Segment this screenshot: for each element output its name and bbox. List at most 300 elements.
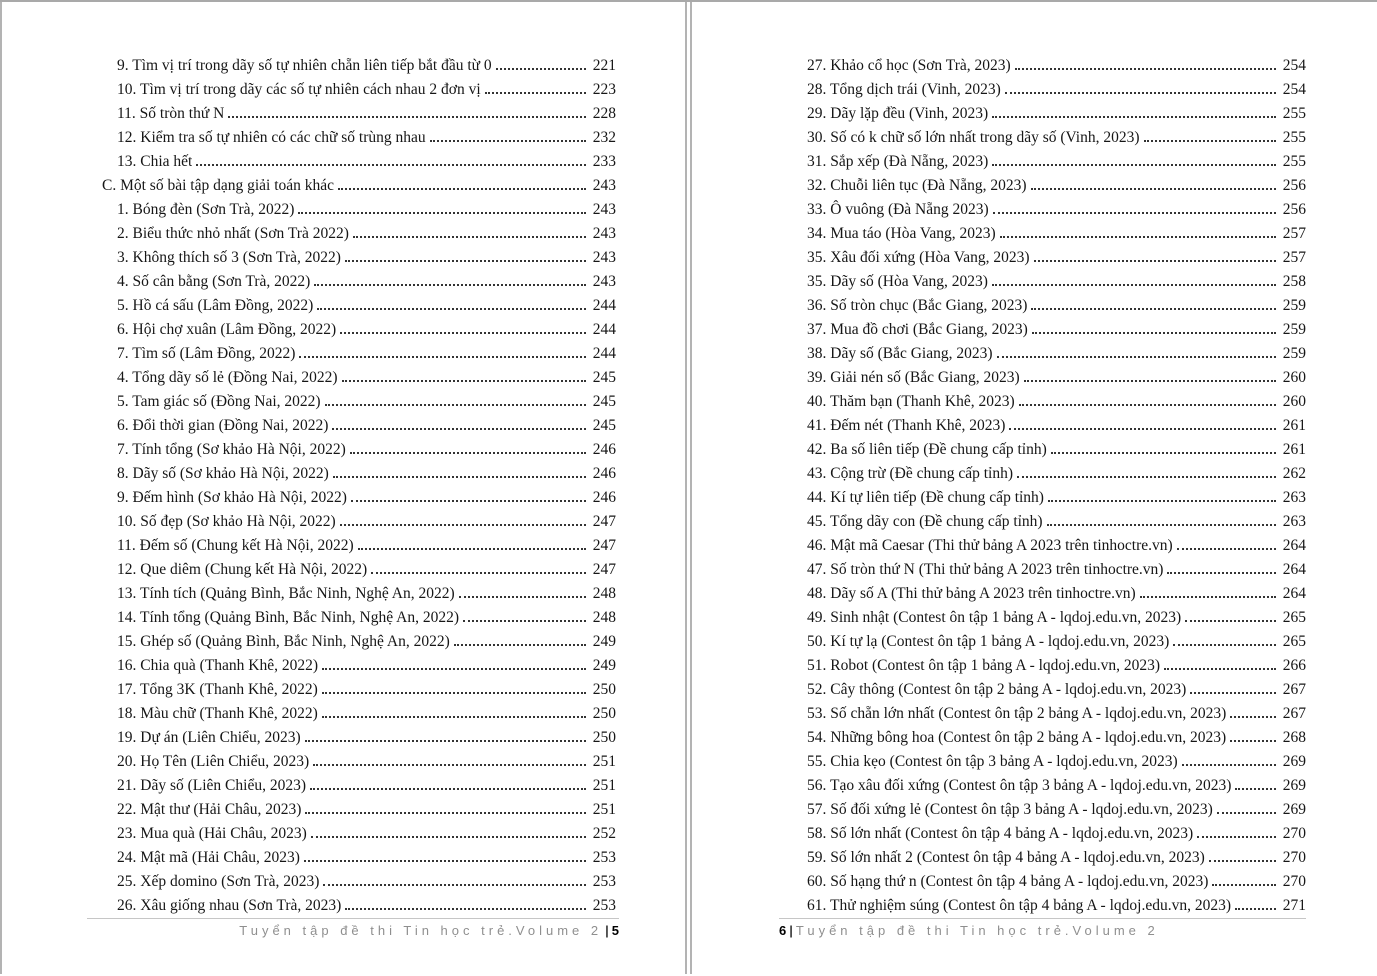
toc-entry-title: 61. Thử nghiệm súng (Contest ôn tập 4 bảng A - lqdoj.edu.vn, 2023) [807, 897, 1232, 914]
toc-entry-title: 13. Chia hết [117, 153, 193, 170]
toc-entry-page-number: 271 [1282, 897, 1306, 914]
toc-entry [792, 246, 1306, 270]
dot-leader [353, 236, 586, 238]
toc-entry-title: 58. Số lớn nhất (Contest ôn tập 4 bảng A - lqdoj.edu.vn, 2023) [807, 825, 1194, 842]
toc-entry [792, 870, 1306, 894]
toc-entry-page-number: 259 [1282, 321, 1306, 338]
toc-entry-page-number: 247 [592, 561, 616, 578]
dot-leader [304, 860, 586, 862]
toc-page-right [690, 2, 1377, 974]
dot-leader [1235, 908, 1276, 910]
dot-leader [993, 212, 1276, 214]
dot-leader [322, 668, 586, 670]
toc-entry-page-number: 243 [592, 225, 616, 242]
dot-leader [332, 428, 586, 430]
dot-leader [1217, 812, 1276, 814]
footer-book-title: Tuyển tập đề thi Tin học trẻ.Volume 2 [795, 923, 1159, 938]
toc-entry-page-number: 254 [1282, 81, 1306, 98]
toc-entry-page-number: 245 [592, 417, 616, 434]
toc-entry [792, 270, 1306, 294]
toc-entry [102, 390, 616, 414]
toc-entry-title: 52. Cây thông (Contest ôn tập 2 bảng A - lqdoj.edu.vn, 2023) [807, 681, 1187, 698]
toc-entry-page-number: 266 [1282, 657, 1306, 674]
toc-entry [792, 534, 1306, 558]
toc-entry-page-number: 267 [1282, 705, 1306, 722]
toc-entry [102, 366, 616, 390]
dot-leader [333, 476, 586, 478]
toc-entry-page-number: 268 [1282, 729, 1306, 746]
dot-leader [305, 740, 586, 742]
dot-leader [1235, 788, 1276, 790]
toc-entry [102, 438, 616, 462]
toc-entry-page-number: 245 [592, 369, 616, 386]
toc-entry-title: 25. Xếp domino (Sơn Trà, 2023) [117, 873, 320, 890]
toc-entry [102, 726, 616, 750]
toc-entry-title: 54. Những bông hoa (Contest ôn tập 2 bảng A - lqdoj.edu.vn, 2023) [807, 729, 1227, 746]
toc-entry-title: 23. Mua quà (Hải Châu, 2023) [117, 825, 307, 842]
dot-leader [1177, 548, 1276, 550]
toc-entry-title: 10. Tìm vị trí trong dãy các số tự nhiên cách nhau 2 đơn vị [117, 81, 481, 98]
toc-entry-title: 7. Tính tổng (Sơ khảo Hà Nội, 2022) [117, 441, 346, 458]
toc-entry-title: 3. Không thích số 3 (Sơn Trà, 2022) [117, 249, 341, 266]
toc-entry-title: 17. Tổng 3K (Thanh Khê, 2022) [117, 681, 318, 698]
toc-entry-title: 10. Số đẹp (Sơ khảo Hà Nội, 2022) [117, 513, 336, 530]
toc-entry [102, 342, 616, 366]
toc-entry [792, 318, 1306, 342]
dot-leader [1031, 188, 1276, 190]
dot-leader [298, 212, 586, 214]
toc-entry-page-number: 250 [592, 681, 616, 698]
toc-entry-page-number: 255 [1282, 105, 1306, 122]
toc-entry-page-number: 264 [1282, 561, 1306, 578]
footer-book-title: Tuyển tập đề thi Tin học trẻ.Volume 2 [239, 923, 603, 938]
toc-entry-page-number: 251 [592, 753, 616, 770]
toc-entry-title: 57. Số đối xứng lẻ (Contest ôn tập 3 bảng A - lqdoj.edu.vn, 2023) [807, 801, 1213, 818]
toc-entry-page-number: 259 [1282, 345, 1306, 362]
toc-entry [792, 894, 1306, 918]
dot-leader [311, 836, 586, 838]
toc-entry-title: 4. Tổng dãy số lẻ (Đồng Nai, 2022) [117, 369, 338, 386]
toc-entry [102, 582, 616, 606]
toc-entry [792, 414, 1306, 438]
toc-entry-title: 43. Cộng trừ (Đề chung cấp tỉnh) [807, 465, 1013, 482]
toc-entry [102, 894, 616, 918]
dot-leader [1031, 308, 1276, 310]
toc-entry-page-number: 262 [1282, 465, 1306, 482]
dot-leader [992, 164, 1276, 166]
toc-entry-title: 26. Xâu giống nhau (Sơn Trà, 2023) [117, 897, 342, 914]
toc-entries-left [102, 54, 616, 918]
toc-entry-page-number: 243 [592, 201, 616, 218]
toc-entry-title: 20. Họ Tên (Liên Chiểu, 2023) [117, 753, 310, 770]
toc-entry-page-number: 253 [592, 849, 616, 866]
toc-entry-page-number: 265 [1282, 609, 1306, 626]
toc-entry-title: 51. Robot (Contest ôn tập 1 bảng A - lqdoj.edu.vn, 2023) [807, 657, 1161, 674]
toc-entry [102, 174, 616, 198]
dot-leader [322, 692, 586, 694]
toc-entry-title: 5. Hồ cá sấu (Lâm Đồng, 2022) [117, 297, 314, 314]
page-footer-left [87, 918, 619, 938]
toc-entry [102, 222, 616, 246]
dot-leader [1190, 692, 1276, 694]
toc-entry-page-number: 252 [592, 825, 616, 842]
toc-entry-title: 37. Mua đồ chơi (Bắc Giang, 2023) [807, 321, 1028, 338]
toc-entry-title: 41. Đếm nét (Thanh Khê, 2023) [807, 417, 1006, 434]
toc-entry-title: 8. Dãy số (Sơ khảo Hà Nội, 2022) [117, 465, 329, 482]
toc-entry-page-number: 270 [1282, 825, 1306, 842]
toc-entry-page-number: 255 [1282, 129, 1306, 146]
dot-leader [1000, 236, 1276, 238]
toc-entry-page-number: 260 [1282, 393, 1306, 410]
dot-leader [1167, 572, 1276, 574]
toc-entry [102, 150, 616, 174]
toc-entry-title: 33. Ô vuông (Đà Nẵng 2023) [807, 201, 989, 218]
dot-leader [317, 308, 586, 310]
dot-leader [1144, 140, 1276, 142]
toc-entry [792, 510, 1306, 534]
toc-entry [792, 126, 1306, 150]
toc-entry [102, 54, 616, 78]
toc-entry [792, 390, 1306, 414]
dot-leader [496, 68, 586, 70]
toc-entry-page-number: 255 [1282, 153, 1306, 170]
footer-page-number: 5 [611, 923, 619, 938]
toc-entry [792, 102, 1306, 126]
toc-entry-page-number: 263 [1282, 489, 1306, 506]
toc-entry-title: 18. Màu chữ (Thanh Khê, 2022) [117, 705, 318, 722]
toc-entry-page-number: 223 [592, 81, 616, 98]
toc-entry [792, 198, 1306, 222]
toc-entry-page-number: 245 [592, 393, 616, 410]
toc-entry-page-number: 264 [1282, 585, 1306, 602]
dot-leader [1185, 620, 1276, 622]
toc-entry-title: 24. Mật mã (Hải Châu, 2023) [117, 849, 300, 866]
footer-page-number: 6 [779, 923, 787, 938]
toc-entry [102, 102, 616, 126]
toc-entry-page-number: 256 [1282, 177, 1306, 194]
toc-entry-title: 49. Sinh nhật (Contest ôn tập 1 bảng A - lqdoj.edu.vn, 2023) [807, 609, 1182, 626]
toc-entry-title: 31. Sắp xếp (Đà Nẵng, 2023) [807, 153, 989, 170]
toc-entry-title: 11. Số tròn thứ N [117, 105, 225, 122]
toc-entry-title: 35. Xâu đối xứng (Hòa Vang, 2023) [807, 249, 1030, 266]
toc-entry-title: 28. Tổng dịch trái (Vinh, 2023) [807, 81, 1001, 98]
dot-leader [310, 788, 586, 790]
toc-page-left [0, 2, 687, 974]
dot-leader [305, 812, 586, 814]
toc-entry-title: 2. Biểu thức nhỏ nhất (Sơn Trà 2022) [117, 225, 349, 242]
toc-entry-page-number: 263 [1282, 513, 1306, 530]
toc-entry [792, 702, 1306, 726]
toc-entry-page-number: 250 [592, 705, 616, 722]
toc-entry-title: 45. Tổng dãy con (Đề chung cấp tỉnh) [807, 513, 1043, 530]
toc-entry [792, 342, 1306, 366]
toc-entry [102, 750, 616, 774]
toc-entry-page-number: 248 [592, 609, 616, 626]
dot-leader [345, 908, 586, 910]
toc-entry-page-number: 221 [592, 57, 616, 74]
toc-entry-page-number: 254 [1282, 57, 1306, 74]
toc-entry [102, 678, 616, 702]
dot-leader [1024, 380, 1276, 382]
toc-entries-right [792, 54, 1306, 918]
toc-entry-title: 50. Kí tự lạ (Contest ôn tập 1 bảng A - lqdoj.edu.vn, 2023) [807, 633, 1170, 650]
page-footer-right [779, 918, 1306, 938]
toc-entry-page-number: 228 [592, 105, 616, 122]
toc-entry [102, 822, 616, 846]
toc-entry [792, 150, 1306, 174]
toc-entry-page-number: 269 [1282, 801, 1306, 818]
dot-leader [1230, 740, 1276, 742]
dot-leader [342, 380, 586, 382]
toc-entry [792, 462, 1306, 486]
dot-leader [1015, 68, 1276, 70]
toc-entry-page-number: 261 [1282, 441, 1306, 458]
toc-entry-title: 36. Số tròn chục (Bắc Giang, 2023) [807, 297, 1028, 314]
dot-leader [454, 644, 586, 646]
toc-entry [792, 846, 1306, 870]
dot-leader [314, 284, 586, 286]
toc-entry-page-number: 269 [1282, 753, 1306, 770]
toc-entry-title: 40. Thăm bạn (Thanh Khê, 2023) [807, 393, 1015, 410]
toc-entry-title: 19. Dự án (Liên Chiểu, 2023) [117, 729, 301, 746]
toc-entry-title: C. Một số bài tập dạng giải toán khác [102, 177, 335, 194]
dot-leader [1005, 92, 1276, 94]
toc-entry [102, 846, 616, 870]
dot-leader [338, 188, 586, 190]
toc-entry-page-number: 251 [592, 801, 616, 818]
toc-entry [792, 822, 1306, 846]
dot-leader [1212, 884, 1276, 886]
toc-entry [102, 294, 616, 318]
dot-leader [340, 332, 586, 334]
toc-entry-page-number: 249 [592, 633, 616, 650]
toc-entry-page-number: 265 [1282, 633, 1306, 650]
dot-leader [196, 164, 586, 166]
toc-entry [102, 462, 616, 486]
dot-leader [350, 452, 586, 454]
toc-entry-page-number: 243 [592, 249, 616, 266]
toc-entry-page-number: 233 [592, 153, 616, 170]
toc-entry [792, 366, 1306, 390]
toc-entry-title: 42. Ba số liên tiếp (Đề chung cấp tỉnh) [807, 441, 1047, 458]
toc-entry-title: 11. Đếm số (Chung kết Hà Nội, 2022) [117, 537, 354, 554]
toc-entry-page-number: 248 [592, 585, 616, 602]
toc-entry-title: 59. Số lớn nhất 2 (Contest ôn tập 4 bảng A - lqdoj.edu.vn, 2023) [807, 849, 1205, 866]
toc-entry-title: 47. Số tròn thứ N (Thi thử bảng A 2023 trên tinhoctre.vn) [807, 561, 1164, 578]
dot-leader [1164, 668, 1276, 670]
toc-entry [102, 486, 616, 510]
toc-entry-title: 56. Tạo xâu đối xứng (Contest ôn tập 3 bảng A - lqdoj.edu.vn, 2023) [807, 777, 1232, 794]
toc-entry-title: 16. Chia quà (Thanh Khê, 2022) [117, 657, 319, 674]
toc-entry [102, 510, 616, 534]
toc-entry-page-number: 253 [592, 897, 616, 914]
toc-entry-title: 39. Giải nén số (Bắc Giang, 2023) [807, 369, 1020, 386]
toc-entry-title: 22. Mật thư (Hải Châu, 2023) [117, 801, 302, 818]
dot-leader [299, 356, 586, 358]
toc-entry [792, 78, 1306, 102]
toc-entry [792, 750, 1306, 774]
toc-entry [792, 54, 1306, 78]
dot-leader [1140, 596, 1276, 598]
toc-entry-title: 1. Bóng đèn (Sơn Trà, 2022) [117, 201, 295, 218]
toc-entry [102, 630, 616, 654]
dot-leader [345, 260, 586, 262]
toc-entry [102, 774, 616, 798]
toc-entry-page-number: 257 [1282, 249, 1306, 266]
toc-entry [102, 558, 616, 582]
toc-entry-title: 53. Số chẵn lớn nhất (Contest ôn tập 2 bảng A - lqdoj.edu.vn, 2023) [807, 705, 1227, 722]
dot-leader [1009, 428, 1276, 430]
dot-leader [313, 764, 586, 766]
toc-entry [792, 438, 1306, 462]
toc-entry [792, 174, 1306, 198]
toc-entry-page-number: 243 [592, 177, 616, 194]
dot-leader [1032, 332, 1276, 334]
toc-entry-page-number: 260 [1282, 369, 1306, 386]
toc-entry [102, 270, 616, 294]
toc-entry [102, 246, 616, 270]
toc-entry-page-number: 247 [592, 513, 616, 530]
toc-entry-title: 30. Số có k chữ số lớn nhất trong dãy số (Vinh, 2023) [807, 129, 1140, 146]
toc-entry [102, 654, 616, 678]
toc-entry [102, 798, 616, 822]
toc-entry-page-number: 253 [592, 873, 616, 890]
toc-entry-title: 12. Que diêm (Chung kết Hà Nội, 2022) [117, 561, 368, 578]
dot-leader [340, 524, 586, 526]
toc-entry-title: 14. Tính tổng (Quảng Bình, Bắc Ninh, Nghệ An, 2022) [117, 609, 459, 626]
toc-entry-page-number: 244 [592, 321, 616, 338]
toc-entry-title: 9. Tìm vị trí trong dãy số tự nhiên chẵn liên tiếp bắt đầu từ 0 [117, 57, 492, 74]
toc-entry-page-number: 256 [1282, 201, 1306, 218]
toc-entry-title: 21. Dãy số (Liên Chiểu, 2023) [117, 777, 306, 794]
toc-entry [102, 198, 616, 222]
dot-leader [1047, 524, 1276, 526]
dot-leader [992, 284, 1276, 286]
toc-entry-page-number: 257 [1282, 225, 1306, 242]
toc-entry-title: 29. Dãy lặp đều (Vinh, 2023) [807, 105, 989, 122]
dot-leader [325, 404, 586, 406]
dot-leader [992, 116, 1276, 118]
toc-entry-title: 48. Dãy số A (Thi thử bảng A 2023 trên tinhoctre.vn) [807, 585, 1136, 602]
dot-leader [459, 596, 586, 598]
dot-leader [228, 116, 586, 118]
toc-entry-title: 46. Mật mã Caesar (Thi thử bảng A 2023 trên tinhoctre.vn) [807, 537, 1173, 554]
dot-leader [463, 620, 586, 622]
toc-entry [792, 582, 1306, 606]
toc-entry [792, 678, 1306, 702]
toc-entry-title: 6. Hội chợ xuân (Lâm Đồng, 2022) [117, 321, 337, 338]
dot-leader [323, 884, 586, 886]
toc-entry-page-number: 270 [1282, 849, 1306, 866]
dot-leader [1019, 404, 1276, 406]
toc-entry [102, 534, 616, 558]
dot-leader [1034, 260, 1276, 262]
toc-entry-title: 38. Dãy số (Bắc Giang, 2023) [807, 345, 993, 362]
toc-entry [102, 606, 616, 630]
toc-entry [792, 774, 1306, 798]
dot-leader [371, 572, 586, 574]
toc-entry [102, 318, 616, 342]
toc-entry [102, 126, 616, 150]
footer-separator: | [605, 923, 609, 938]
toc-entry [792, 798, 1306, 822]
dot-leader [997, 356, 1276, 358]
toc-entry-title: 7. Tìm số (Lâm Đồng, 2022) [117, 345, 296, 362]
toc-entry-title: 13. Tính tích (Quảng Bình, Bắc Ninh, Nghệ An, 2022) [117, 585, 455, 602]
toc-entry-page-number: 261 [1282, 417, 1306, 434]
dot-leader [1197, 836, 1276, 838]
toc-entry-title: 44. Kí tự liên tiếp (Đề chung cấp tỉnh) [807, 489, 1044, 506]
toc-entry-title: 9. Đếm hình (Sơ khảo Hà Nội, 2022) [117, 489, 347, 506]
toc-entry [792, 606, 1306, 630]
toc-entry-page-number: 246 [592, 489, 616, 506]
toc-entry [792, 654, 1306, 678]
toc-entry-page-number: 270 [1282, 873, 1306, 890]
toc-entry-title: 34. Mua táo (Hòa Vang, 2023) [807, 225, 996, 242]
toc-entry [792, 222, 1306, 246]
toc-entry-title: 6. Đổi thời gian (Đồng Nai, 2022) [117, 417, 329, 434]
toc-entry [102, 702, 616, 726]
toc-entry-page-number: 246 [592, 465, 616, 482]
footer-separator: | [789, 923, 793, 938]
toc-entry [792, 630, 1306, 654]
dot-leader [1051, 452, 1276, 454]
toc-entry-title: 55. Chia kẹo (Contest ôn tập 3 bảng A - lqdoj.edu.vn, 2023) [807, 753, 1178, 770]
dot-leader [1173, 644, 1276, 646]
toc-entry [792, 726, 1306, 750]
toc-entry-title: 32. Chuỗi liên tục (Đà Nẵng, 2023) [807, 177, 1027, 194]
toc-entry-page-number: 232 [592, 129, 616, 146]
dot-leader [1048, 500, 1276, 502]
dot-leader [1182, 764, 1276, 766]
toc-entry [102, 78, 616, 102]
toc-entry-title: 35. Dãy số (Hòa Vang, 2023) [807, 273, 988, 290]
dot-leader [1230, 716, 1276, 718]
toc-entry-page-number: 251 [592, 777, 616, 794]
toc-entry [792, 486, 1306, 510]
toc-entry-page-number: 258 [1282, 273, 1306, 290]
dot-leader [322, 716, 586, 718]
dot-leader [351, 500, 586, 502]
toc-entry-title: 15. Ghép số (Quảng Bình, Bắc Ninh, Nghệ An, 2022) [117, 633, 450, 650]
toc-entry-title: 5. Tam giác số (Đồng Nai, 2022) [117, 393, 321, 410]
toc-entry-page-number: 247 [592, 537, 616, 554]
toc-entry [102, 414, 616, 438]
dot-leader [1017, 476, 1276, 478]
toc-entry [102, 870, 616, 894]
toc-entry-page-number: 267 [1282, 681, 1306, 698]
toc-entry-page-number: 244 [592, 345, 616, 362]
toc-entry-page-number: 243 [592, 273, 616, 290]
toc-entry-title: 4. Số cân bằng (Sơn Trà, 2022) [117, 273, 311, 290]
toc-entry-title: 60. Số hạng thứ n (Contest ôn tập 4 bảng A - lqdoj.edu.vn, 2023) [807, 873, 1209, 890]
toc-entry-page-number: 244 [592, 297, 616, 314]
toc-entry-page-number: 246 [592, 441, 616, 458]
toc-entry-page-number: 259 [1282, 297, 1306, 314]
dot-leader [1209, 860, 1276, 862]
toc-entry-title: 12. Kiểm tra số tự nhiên có các chữ số trùng nhau [117, 129, 426, 146]
toc-entry-page-number: 249 [592, 657, 616, 674]
toc-entry [792, 558, 1306, 582]
toc-entry-page-number: 269 [1282, 777, 1306, 794]
toc-entry-title: 27. Khảo cổ học (Sơn Trà, 2023) [807, 57, 1011, 74]
dot-leader [358, 548, 586, 550]
toc-entry [792, 294, 1306, 318]
dot-leader [485, 92, 586, 94]
toc-entry-page-number: 250 [592, 729, 616, 746]
dot-leader [430, 140, 586, 142]
toc-entry-page-number: 264 [1282, 537, 1306, 554]
